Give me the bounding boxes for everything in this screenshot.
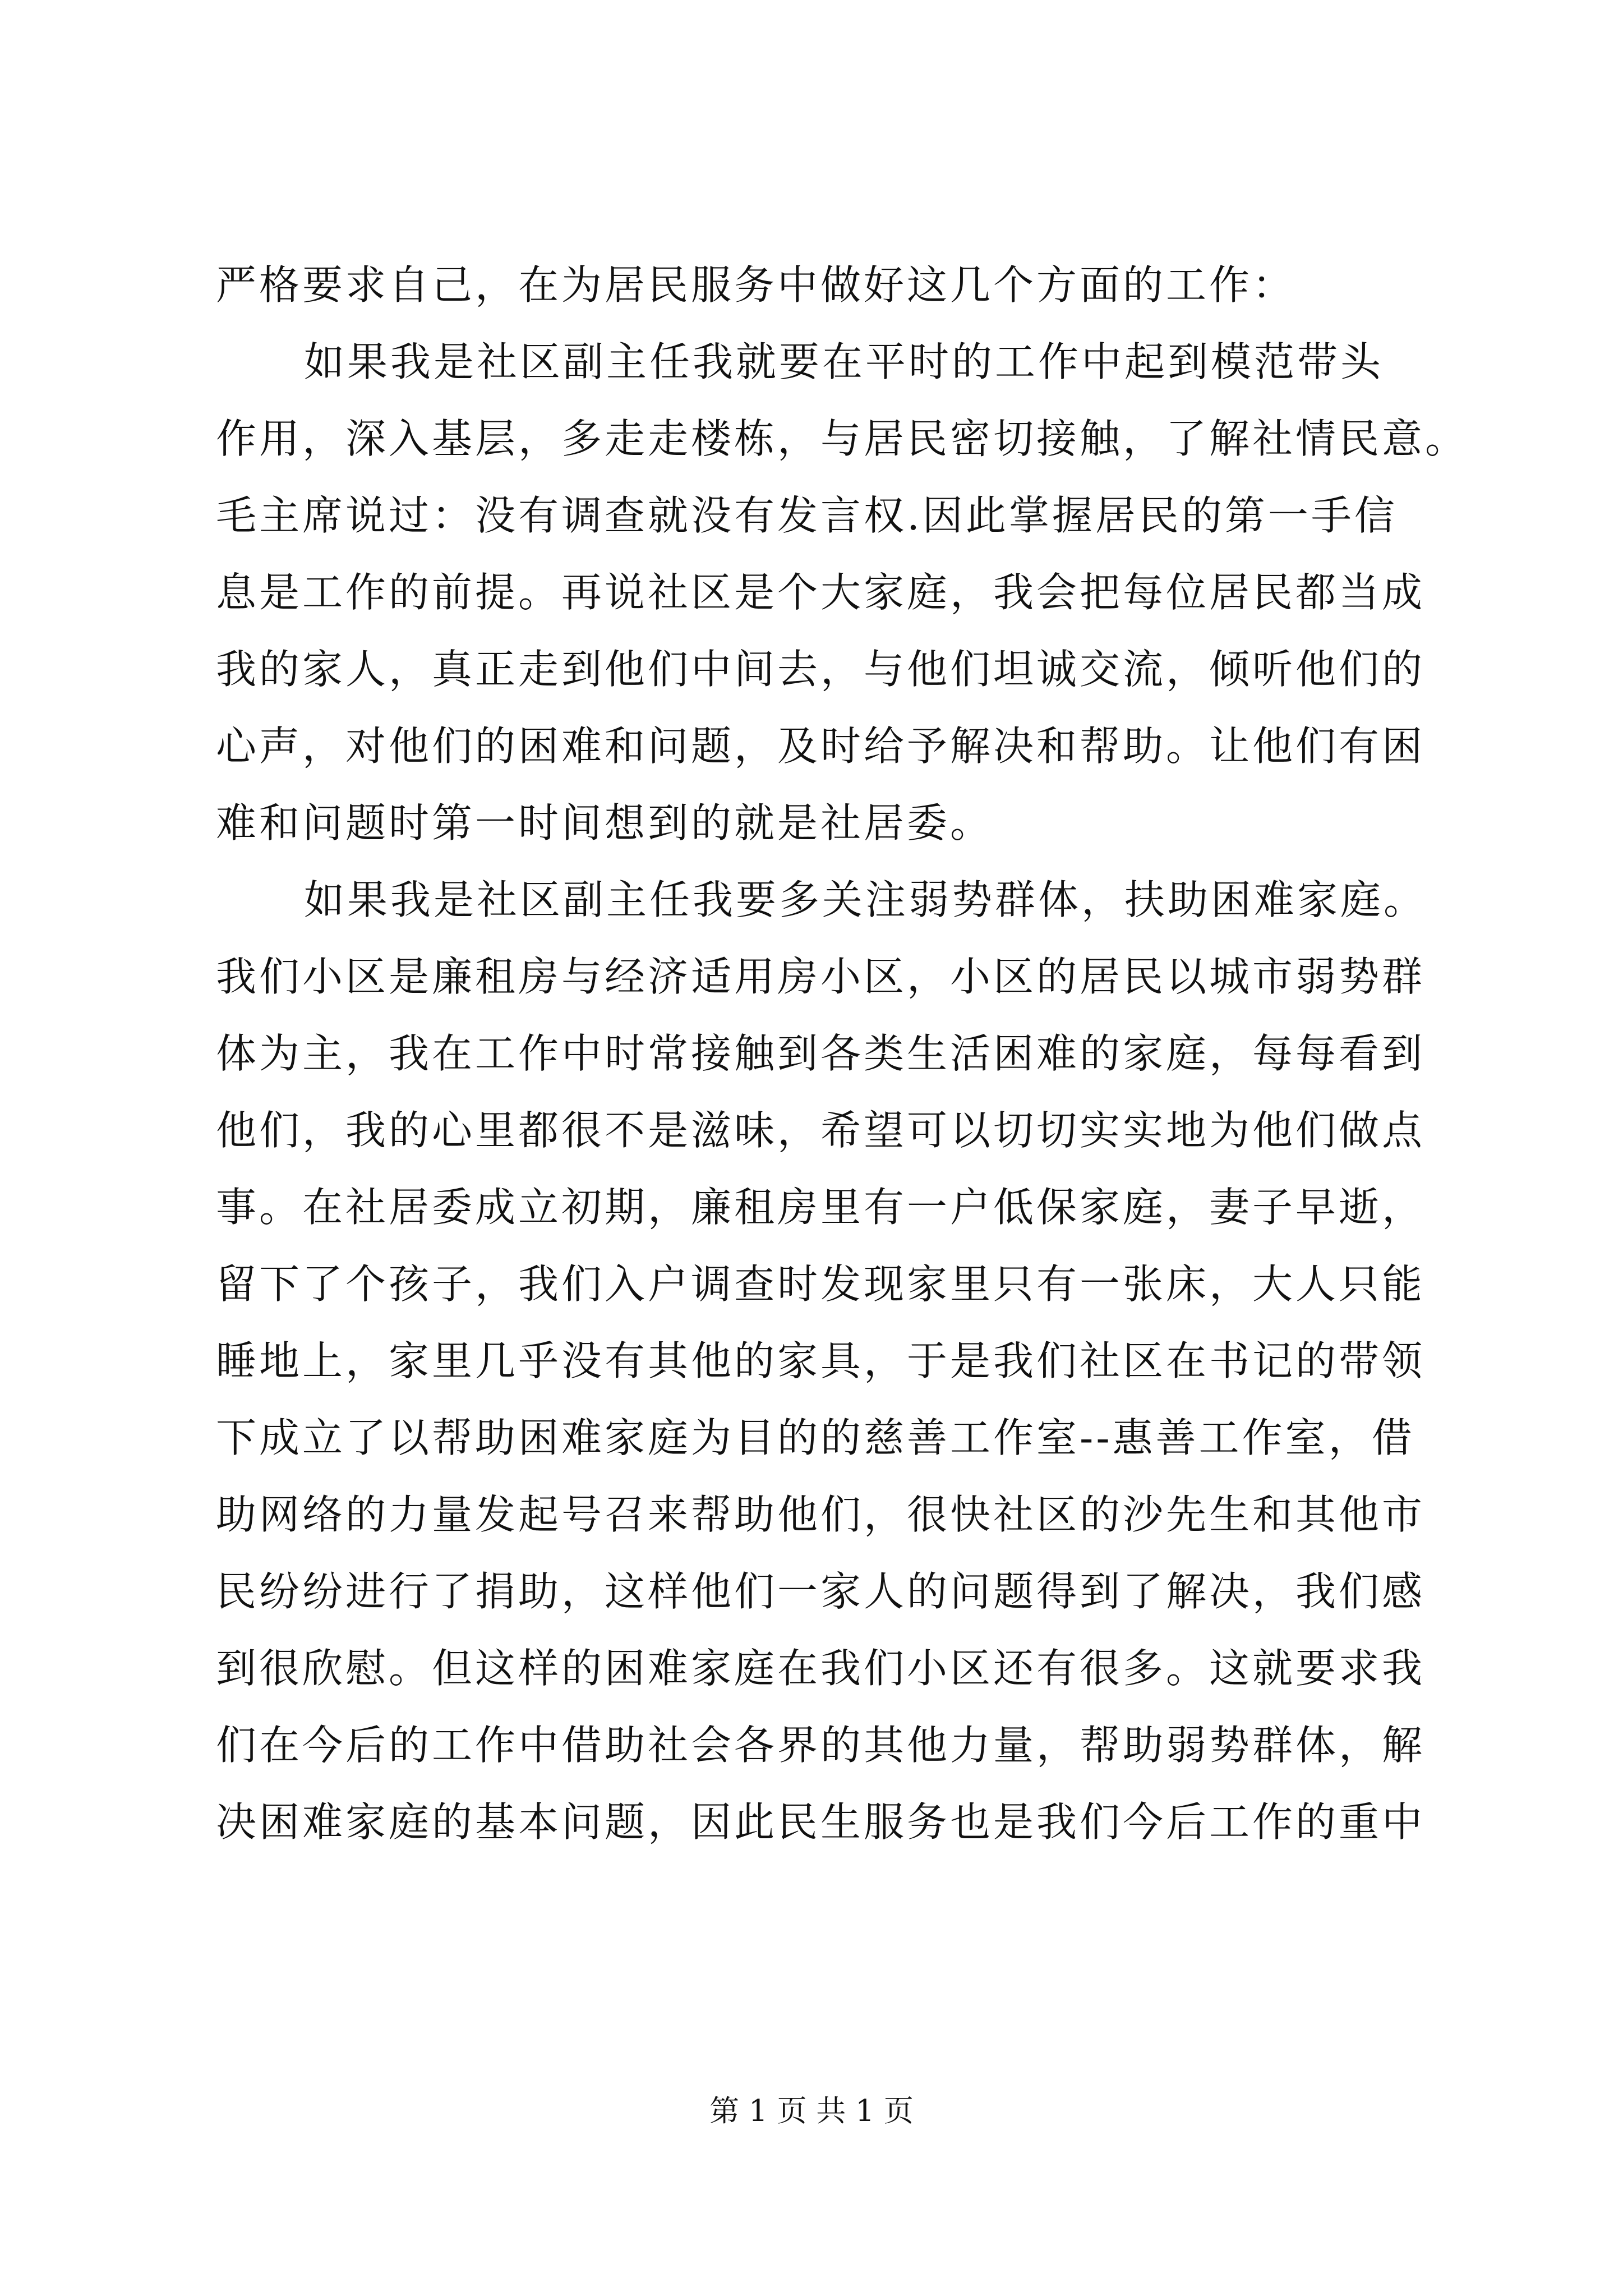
text-line: 决困难家庭的基本问题，因此民生服务也是我们今后工作的重中 bbox=[216, 1798, 1426, 1846]
text-line: 严格要求自己，在为居民服务中做好这几个方面的工作： bbox=[216, 261, 1296, 309]
text-line: 事。在社居委成立初期，廉租房里有一户低保家庭，妻子早逝， bbox=[216, 1184, 1426, 1231]
paragraph-start-line: 如果我是社区副主任我要多关注弱势群体，扶助困难家庭。 bbox=[304, 876, 1427, 923]
page-number-footer: 第 1 页 共 1 页 bbox=[709, 2094, 914, 2128]
text-line: 民纷纷进行了捐助，这样他们一家人的问题得到了解决，我们感 bbox=[216, 1568, 1426, 1615]
text-line: 们在今后的工作中借助社会各界的其他力量，帮助弱势群体，解 bbox=[216, 1722, 1426, 1769]
text-line: 息是工作的前提。再说社区是个大家庭，我会把每位居民都当成 bbox=[216, 569, 1426, 616]
text-line: 我们小区是廉租房与经济适用房小区，小区的居民以城市弱势群 bbox=[216, 953, 1426, 1000]
text-line: 到很欣慰。但这样的困难家庭在我们小区还有很多。这就要求我 bbox=[216, 1645, 1426, 1692]
text-line: 下成立了以帮助困难家庭为目的的慈善工作室--惠善工作室，借 bbox=[216, 1414, 1415, 1461]
text-line: 心声，对他们的困难和问题，及时给予解决和帮助。让他们有困 bbox=[216, 723, 1426, 770]
text-line: 留下了个孩子，我们入户调查时发现家里只有一张床，大人只能 bbox=[216, 1260, 1426, 1308]
text-line: 难和问题时第一时间想到的就是社居委。 bbox=[216, 799, 994, 846]
text-line: 体为主，我在工作中时常接触到各类生活困难的家庭，每每看到 bbox=[216, 1030, 1426, 1077]
text-line: 毛主席说过：没有调查就没有发言权.因此掌握居民的第一手信 bbox=[216, 492, 1398, 539]
paragraph-start-line: 如果我是社区副主任我就要在平时的工作中起到模范带头 bbox=[304, 338, 1384, 385]
text-line: 作用，深入基层，多走走楼栋，与居民密切接触，了解社情民意。 bbox=[216, 415, 1469, 462]
document-body bbox=[216, 247, 1469, 1861]
text-line: 助网络的力量发起号召来帮助他们，很快社区的沙先生和其他市 bbox=[216, 1491, 1426, 1538]
text-line: 睡地上，家里几乎没有其他的家具，于是我们社区在书记的带领 bbox=[216, 1337, 1426, 1384]
text-line: 他们，我的心里都很不是滋味，希望可以切切实实地为他们做点 bbox=[216, 1107, 1426, 1154]
text-line: 我的家人，真正走到他们中间去，与他们坦诚交流，倾听他们的 bbox=[216, 646, 1426, 693]
